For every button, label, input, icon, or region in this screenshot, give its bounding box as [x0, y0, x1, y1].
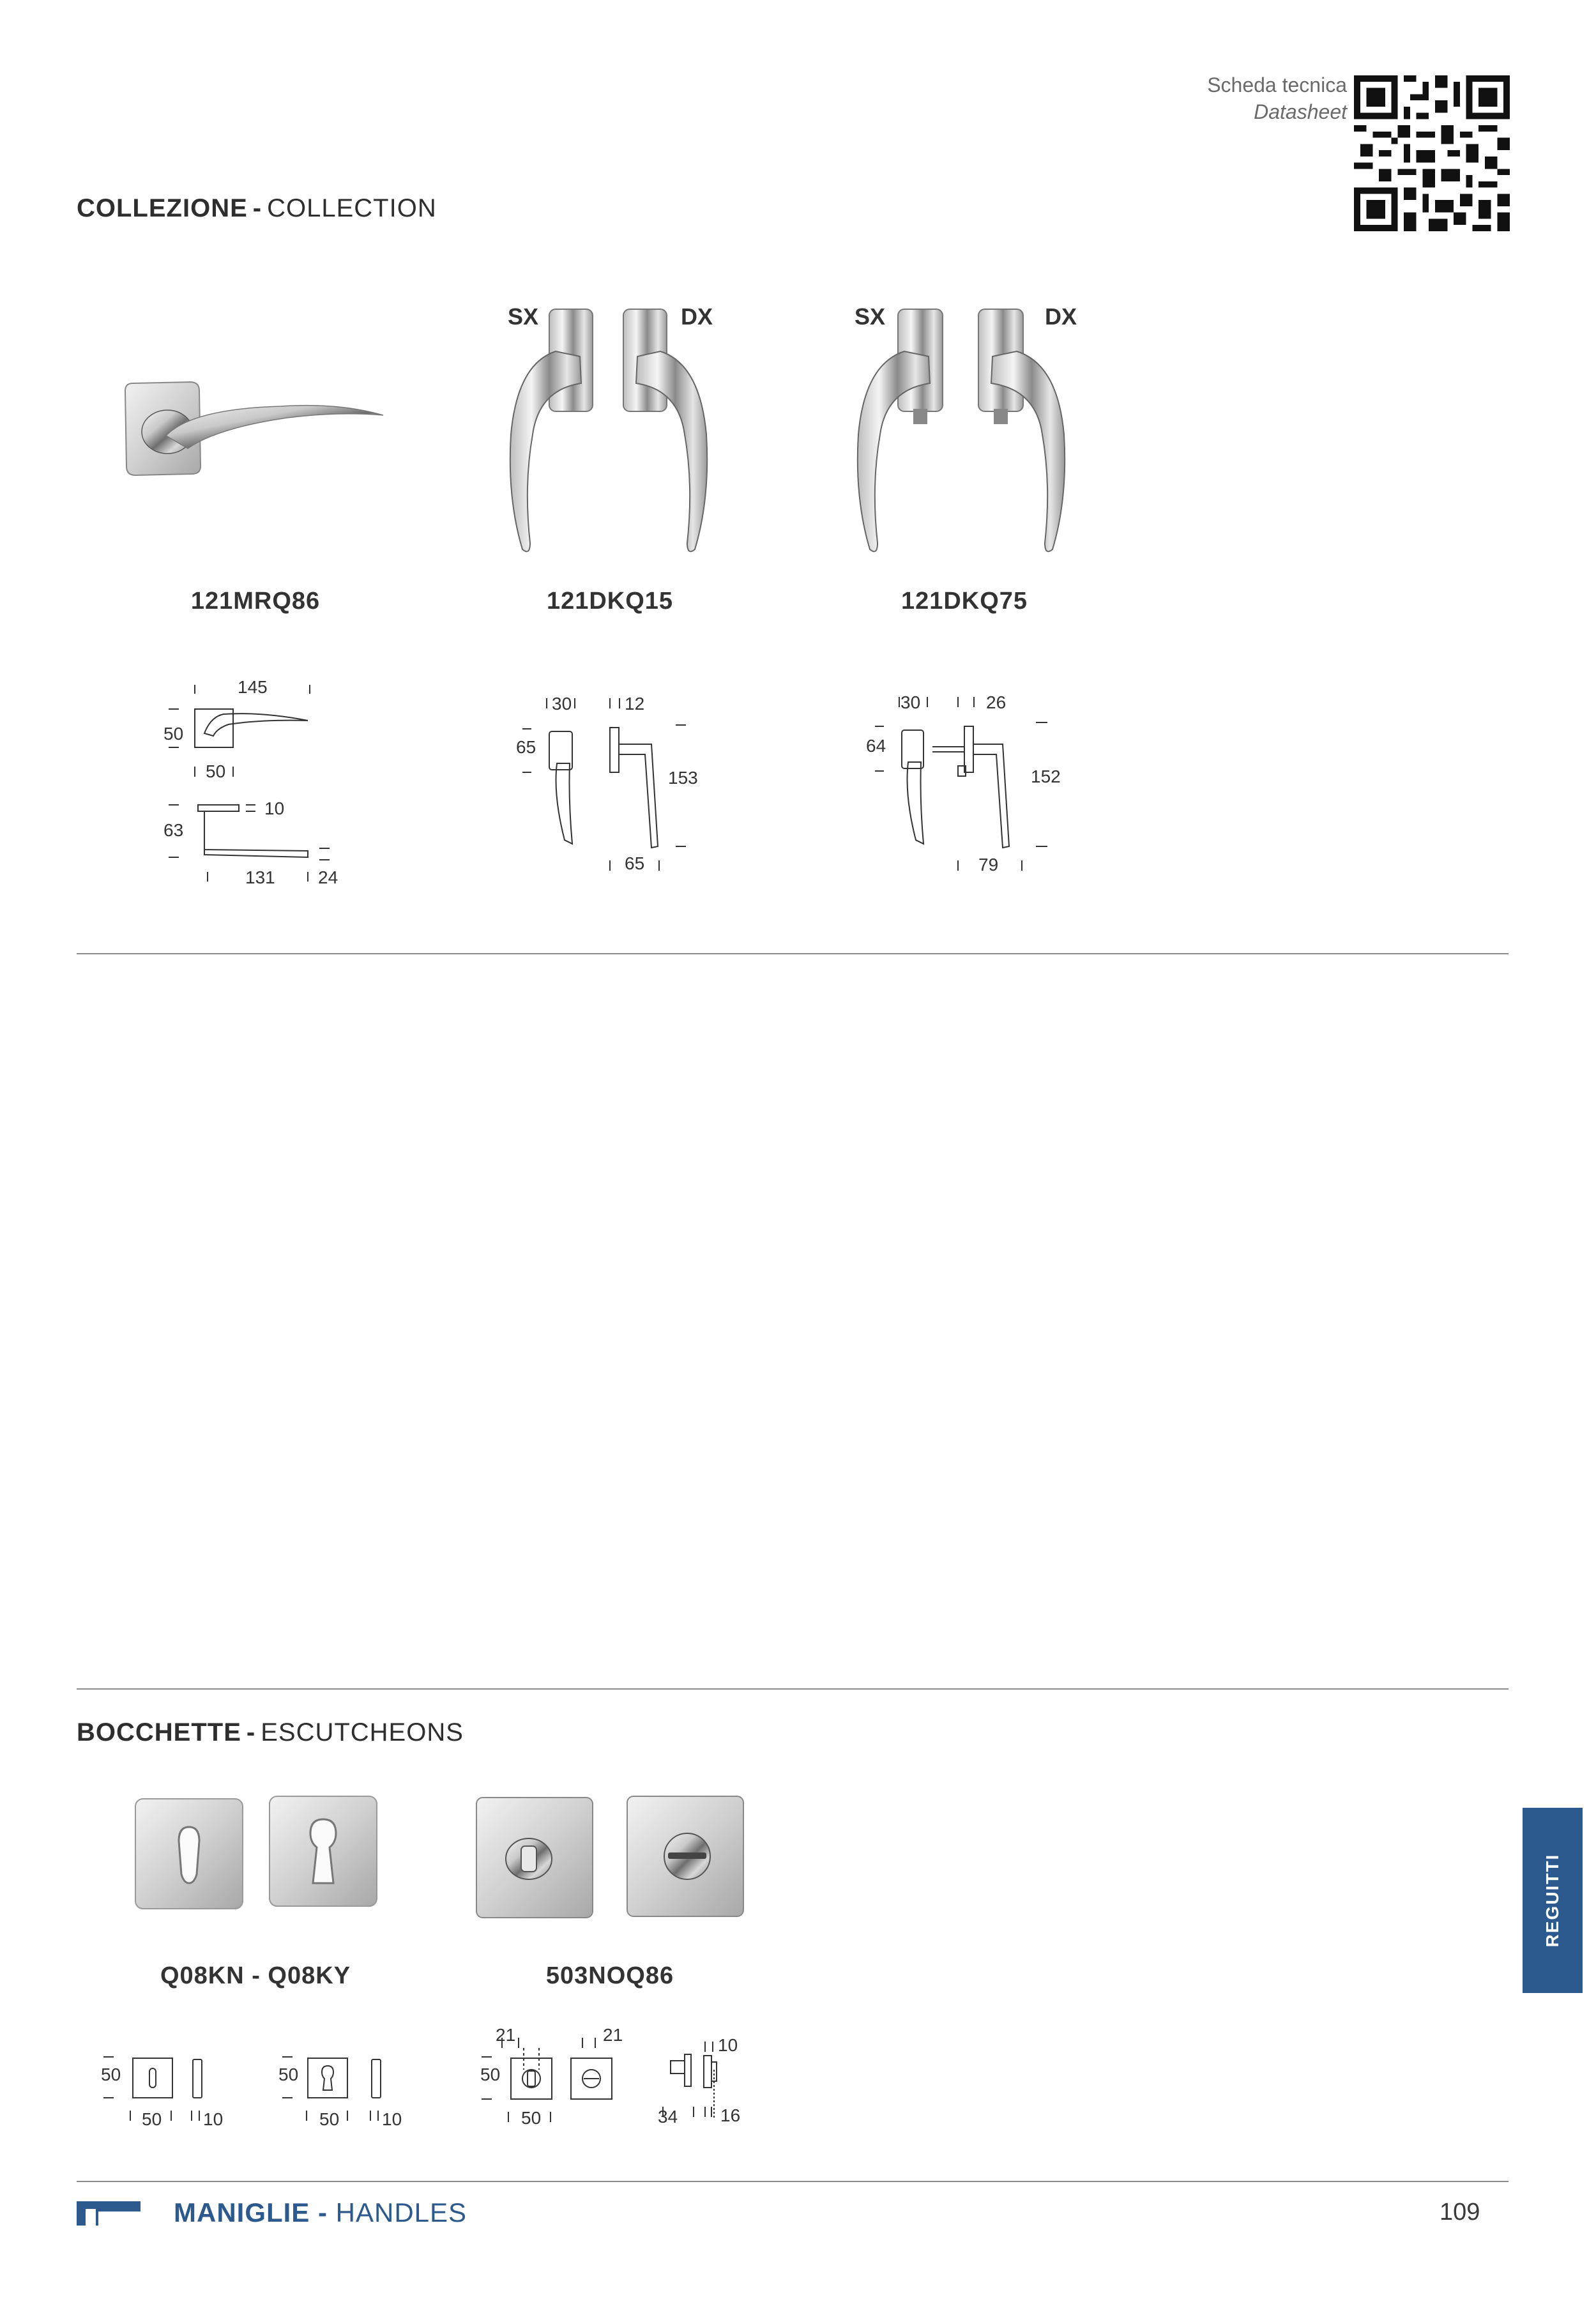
technical-drawing-121dkq75: [862, 693, 1073, 885]
product-photo-121dkq75: [849, 307, 1079, 556]
product-code-121dkq75: 121DKQ75: [901, 588, 1028, 615]
product-photo-503noq86-release: [625, 1794, 746, 1919]
technical-drawing-q08ky: [275, 2051, 428, 2134]
dim-121mrq86-rose-thickness: 10: [264, 798, 285, 818]
dim-q08kn-thickness: 10: [203, 2109, 224, 2129]
dim-503noq86-plate-depth: 16: [720, 2105, 741, 2125]
footer-title-light: HANDLES: [335, 2197, 467, 2227]
page-number: 109: [1440, 2199, 1480, 2226]
product-code-503noq86: 503NOQ86: [545, 1962, 674, 1989]
side-tab-reguitti[interactable]: [1523, 1808, 1583, 1993]
collection-title-separator: -: [252, 194, 262, 222]
collection-title-light: COLLECTION: [267, 194, 437, 222]
dx-label-121dkq75: DX: [1045, 303, 1077, 330]
escutcheons-title: [77, 1718, 464, 1747]
product-code-q08kn-q08ky: Q08KN - Q08KY: [160, 1962, 351, 1989]
footer-title-separator: -: [318, 2197, 328, 2227]
dim-q08kn-width: 50: [142, 2109, 162, 2129]
dx-label-121dkq15: DX: [681, 303, 713, 330]
sx-label-121dkq15: SX: [508, 303, 539, 330]
dim-121dkq75-projection: 79: [978, 855, 999, 875]
dim-121dkq75-base-height: 64: [866, 736, 886, 756]
technical-drawing-121mrq86: [160, 684, 351, 888]
dim-121dkq15-base-height: 65: [516, 737, 536, 757]
dim-121mrq86-width: 145: [238, 677, 268, 697]
dim-121dkq75-base-depth: 26: [986, 692, 1007, 712]
escutcheons-title-light: ESCUTCHEONS: [261, 1718, 464, 1746]
dim-121mrq86-projection: 63: [163, 820, 184, 840]
datasheet-label-en: Datasheet: [1254, 100, 1347, 123]
brand-logo-icon: [77, 2201, 141, 2226]
product-photo-121mrq86: [121, 377, 390, 485]
dim-121dkq75-base-width: 30: [901, 692, 921, 712]
dim-121mrq86-rose-height: 50: [163, 724, 184, 744]
collection-title-bold: COLLEZIONE: [77, 194, 248, 222]
dim-503noq86-knob-depth: 10: [718, 2035, 738, 2055]
product-photo-q08kn: [133, 1796, 245, 1911]
dim-121dkq15-projection: 65: [625, 853, 645, 873]
dim-q08kn-height: 50: [101, 2065, 121, 2084]
footer-title: [174, 2197, 467, 2228]
divider-escutcheons: [77, 1688, 1509, 1690]
dim-503noq86-width: 50: [521, 2108, 542, 2128]
technical-drawing-121dkq15: [511, 693, 715, 885]
dim-121mrq86-lever-length: 131: [245, 867, 275, 887]
technical-drawing-q08kn: [96, 2051, 249, 2134]
collection-title: [77, 194, 437, 223]
dim-503noq86-turn-offset: 21: [496, 2025, 516, 2045]
dim-121dkq15-length: 153: [668, 768, 698, 788]
product-photo-121dkq15: [505, 307, 722, 556]
dim-121dkq15-base-depth: 12: [625, 694, 645, 714]
dim-503noq86-release-offset: 21: [603, 2025, 623, 2045]
divider-footer: [77, 2181, 1509, 2182]
footer-title-bold: MANIGLIE: [174, 2197, 310, 2227]
side-tab-label: REGUITTI: [1542, 1853, 1562, 1948]
dim-q08ky-thickness: 10: [382, 2109, 402, 2129]
datasheet-label-it: Scheda tecnica: [1207, 73, 1347, 96]
escutcheons-title-separator: -: [246, 1718, 256, 1746]
dim-121dkq15-base-width: 30: [552, 694, 572, 714]
product-photo-q08ky: [267, 1794, 379, 1909]
qr-code-icon[interactable]: [1354, 75, 1510, 231]
dim-121mrq86-rose-width: 50: [206, 761, 226, 781]
product-code-121dkq15: 121DKQ15: [546, 588, 674, 615]
datasheet-label: [1207, 72, 1347, 125]
dim-q08ky-width: 50: [319, 2109, 340, 2129]
product-code-121mrq86: 121MRQ86: [190, 588, 321, 615]
dim-503noq86-total-depth: 34: [658, 2107, 678, 2127]
escutcheons-title-bold: BOCCHETTE: [77, 1718, 241, 1746]
divider-collection: [77, 953, 1509, 954]
dim-503noq86-height: 50: [480, 2065, 501, 2084]
dim-121mrq86-lever-thickness: 24: [318, 867, 338, 887]
dim-q08ky-height: 50: [278, 2065, 299, 2084]
product-photo-503noq86-turn: [474, 1795, 595, 1920]
sx-label-121dkq75: SX: [855, 303, 886, 330]
dim-121dkq75-length: 152: [1031, 767, 1061, 786]
